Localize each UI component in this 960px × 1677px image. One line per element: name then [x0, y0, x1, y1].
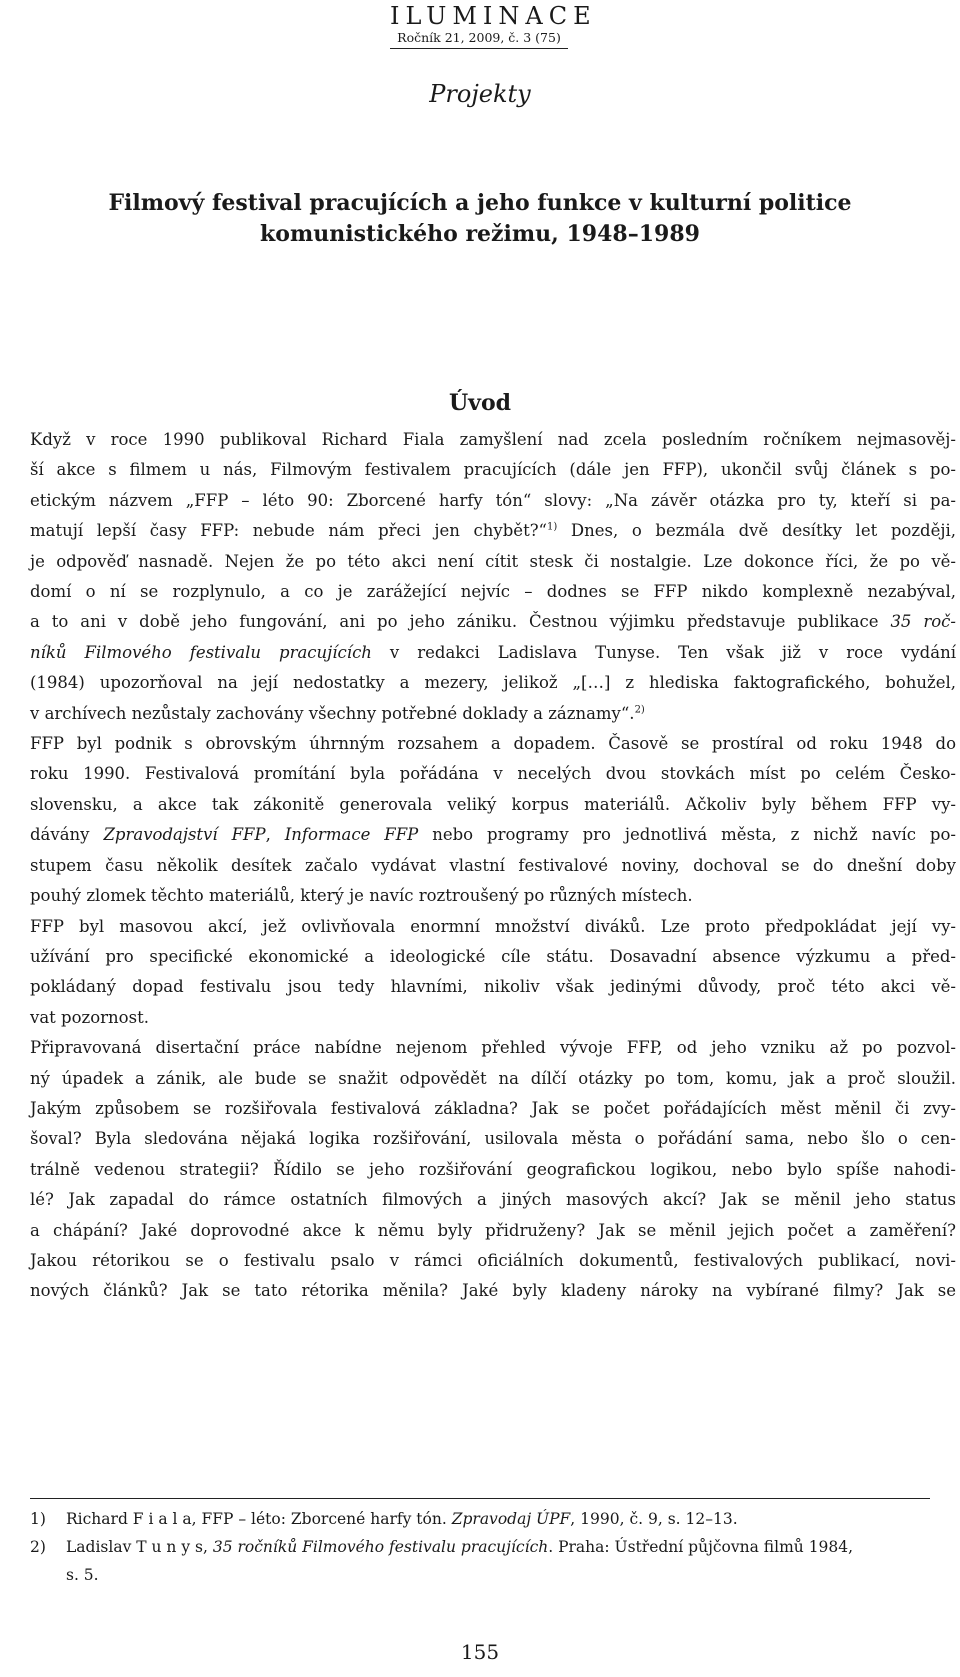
footnote-ref-2[interactable]: 2): [634, 704, 645, 716]
page-number: 155: [460, 1640, 500, 1664]
text-span: Ladislav T u n y s,: [66, 1538, 213, 1556]
text-line: stupem času několik desítek začalo vydávat vlastní festivalové noviny, dochoval se do dnešní doby: [30, 855, 956, 875]
text-line: ší akce s filmem u nás, Filmovým festivalem pracujících (dále jen FFP), ukončil svůj článek s po-: [30, 460, 956, 480]
text-span: a to ani v době jeho fungování, ani po jeho zániku. Čestnou výjimku představuje publikace: [30, 612, 891, 632]
italic-title: Zpravodaj ÚPF: [451, 1510, 571, 1528]
text-line: ný úpadek a zánik, ale bude se snažit odpovědět na dílčí otázky po tom, komu, jak a proč sloužil.: [30, 1068, 956, 1088]
journal-name: ILUMINACE: [390, 2, 597, 30]
text-line: [30, 638, 956, 668]
text-line: FFP byl masovou akcí, jež ovlivňovala enormní množství diváků. Lze proto předpokládat její vy-: [30, 916, 956, 936]
text-line: FFP byl podnik s obrovským úhrnným rozsahem a dopadem. Časově se prostíral od roku 1948 do: [30, 734, 956, 754]
text-line: pokládaný dopad festivalu jsou tedy hlavními, nikoliv však jedinými důvody, proč této akci vě-: [30, 977, 956, 997]
article-title: [60, 188, 900, 250]
italic-title: 35 ročníků Filmového festivalu pracujících: [212, 1538, 549, 1556]
paragraph-2: [30, 729, 956, 911]
text-line: je odpověď nasnadě. Nejen že po této akci není cítit stesk či nostalgie. Lze dokonce říci, že po vě-: [30, 551, 956, 571]
text-span: v archívech nezůstaly zachovány všechny potřebné doklady a záznamy“.: [30, 703, 635, 723]
text-line: a chápání? Jaké doprovodné akce k němu byly přidruženy? Jak se měnil jejich počet a zaměření?: [30, 1220, 956, 1240]
text-span: ,: [265, 825, 285, 845]
footnote-text: [66, 1533, 853, 1589]
text-line: pouhý zlomek těchto materiálů, který je navíc roztroušený po různých místech.: [30, 886, 693, 906]
text-span: . Praha: Ústřední půjčovna filmů 1984,: [548, 1538, 854, 1556]
text-line: lé? Jak zapadal do rámce ostatních filmových a jiných masových akcí? Jak se měnil jeho status: [30, 1190, 956, 1210]
text-line: etickým názvem „FFP – léto 90: Zborcené harfy tón“ slovy: „Na závěr otázka pro ty, kteří si pa-: [30, 490, 956, 510]
section-heading: Úvod: [448, 390, 512, 416]
text-line: [30, 820, 956, 850]
section-label: Projekty: [429, 80, 531, 108]
text-line: šoval? Byla sledována nějaká logika rozšiřování, usilovala města o pořádání sama, nebo šlo o cen-: [30, 1129, 956, 1149]
text-span: Dnes, o bezmála dvě desítky let později,: [557, 521, 956, 541]
footnote-number: 1): [30, 1510, 46, 1528]
footnote-2: [30, 1533, 930, 1589]
footnote-divider: [30, 1498, 930, 1499]
body-text: [30, 425, 956, 1307]
text-line: Připravovaná disertační práce nabídne nejenom přehled vývoje FFP, od jeho vzniku až po pozvol-: [30, 1038, 956, 1058]
text-line: slovensku, a akce tak zákonitě generovala veliký korpus materiálů. Ačkoliv byly během FFP vy-: [30, 794, 956, 814]
journal-issue: Ročník 21, 2009, č. 3 (75): [390, 30, 568, 49]
title-line-2: komunistického režimu, 1948–1989: [260, 221, 700, 247]
text-span: v redakci Ladislava Tunyse. Ten však již v roce vydání: [371, 642, 956, 662]
italic-title: 35 roč-: [890, 612, 956, 632]
text-line: vat pozornost.: [30, 1007, 149, 1027]
text-span: matují lepší časy FFP: nebude nám přeci jen chybět?“: [30, 521, 547, 541]
text-line: [30, 607, 956, 637]
text-line: [30, 516, 956, 546]
title-line-1: Filmový festival pracujících a jeho funkce v kulturní politice: [108, 190, 852, 216]
paragraph-3: [30, 912, 956, 1034]
text-line: užívání pro specifické ekonomické a ideologické cíle státu. Dosavadní absence výzkumu a před-: [30, 946, 956, 966]
masthead: [390, 2, 597, 49]
italic-title: níků Filmového festivalu pracujících: [30, 642, 372, 662]
paragraph-1: [30, 425, 956, 729]
text-span: s. 5.: [66, 1566, 99, 1584]
text-line: Jakým způsobem se rozšiřovala festivalová základna? Jak se počet pořádajících měst měnil či zvy-: [30, 1098, 956, 1118]
text-span: Richard F i a l a, FFP – léto: Zborcené harfy tón.: [66, 1510, 452, 1528]
footnote-number: 2): [30, 1538, 46, 1556]
italic-title: Informace FFP: [284, 825, 419, 845]
text-line: Jakou rétorikou se o festivalu psalo v rámci oficiálních dokumentů, festivalových publikací, novi-: [30, 1250, 956, 1270]
text-span: , 1990, č. 9, s. 12–13.: [570, 1510, 738, 1528]
footnote-text: [66, 1505, 738, 1533]
text-line: (1984) upozorňoval na její nedostatky a mezery, jelikož „[…] z hlediska faktografického, bohužel,: [30, 673, 956, 693]
italic-title: Zpravodajství FFP: [103, 825, 266, 845]
paragraph-4: [30, 1033, 956, 1307]
text-line: [30, 699, 956, 729]
text-line: domí o ní se rozplynulo, a co je zarážející nejvíc – dodnes se FFP nikdo komplexně nezabýval,: [30, 582, 956, 602]
text-span: dávány: [30, 825, 104, 845]
footnote-ref-1[interactable]: 1): [546, 521, 558, 533]
text-line: nových článků? Jak se tato rétorika měnila? Jaké byly kladeny nároky na vybírané filmy? Jak se: [30, 1281, 956, 1301]
text-line: trálně vedenou strategii? Řídilo se jeho rozšiřování geografickou logikou, nebo bylo spíše nahodi-: [30, 1159, 956, 1179]
footnote-1: [30, 1505, 930, 1533]
footnotes: [30, 1505, 930, 1589]
text-line: roku 1990. Festivalová promítání byla pořádána v necelých dvou stovkách míst po celém Česko-: [30, 764, 956, 784]
text-span: nebo programy pro jednotlivá města, z nichž navíc po-: [418, 825, 956, 845]
text-line: Když v roce 1990 publikoval Richard Fiala zamyšlení nad zcela posledním ročníkem nejmasověj-: [30, 430, 956, 449]
